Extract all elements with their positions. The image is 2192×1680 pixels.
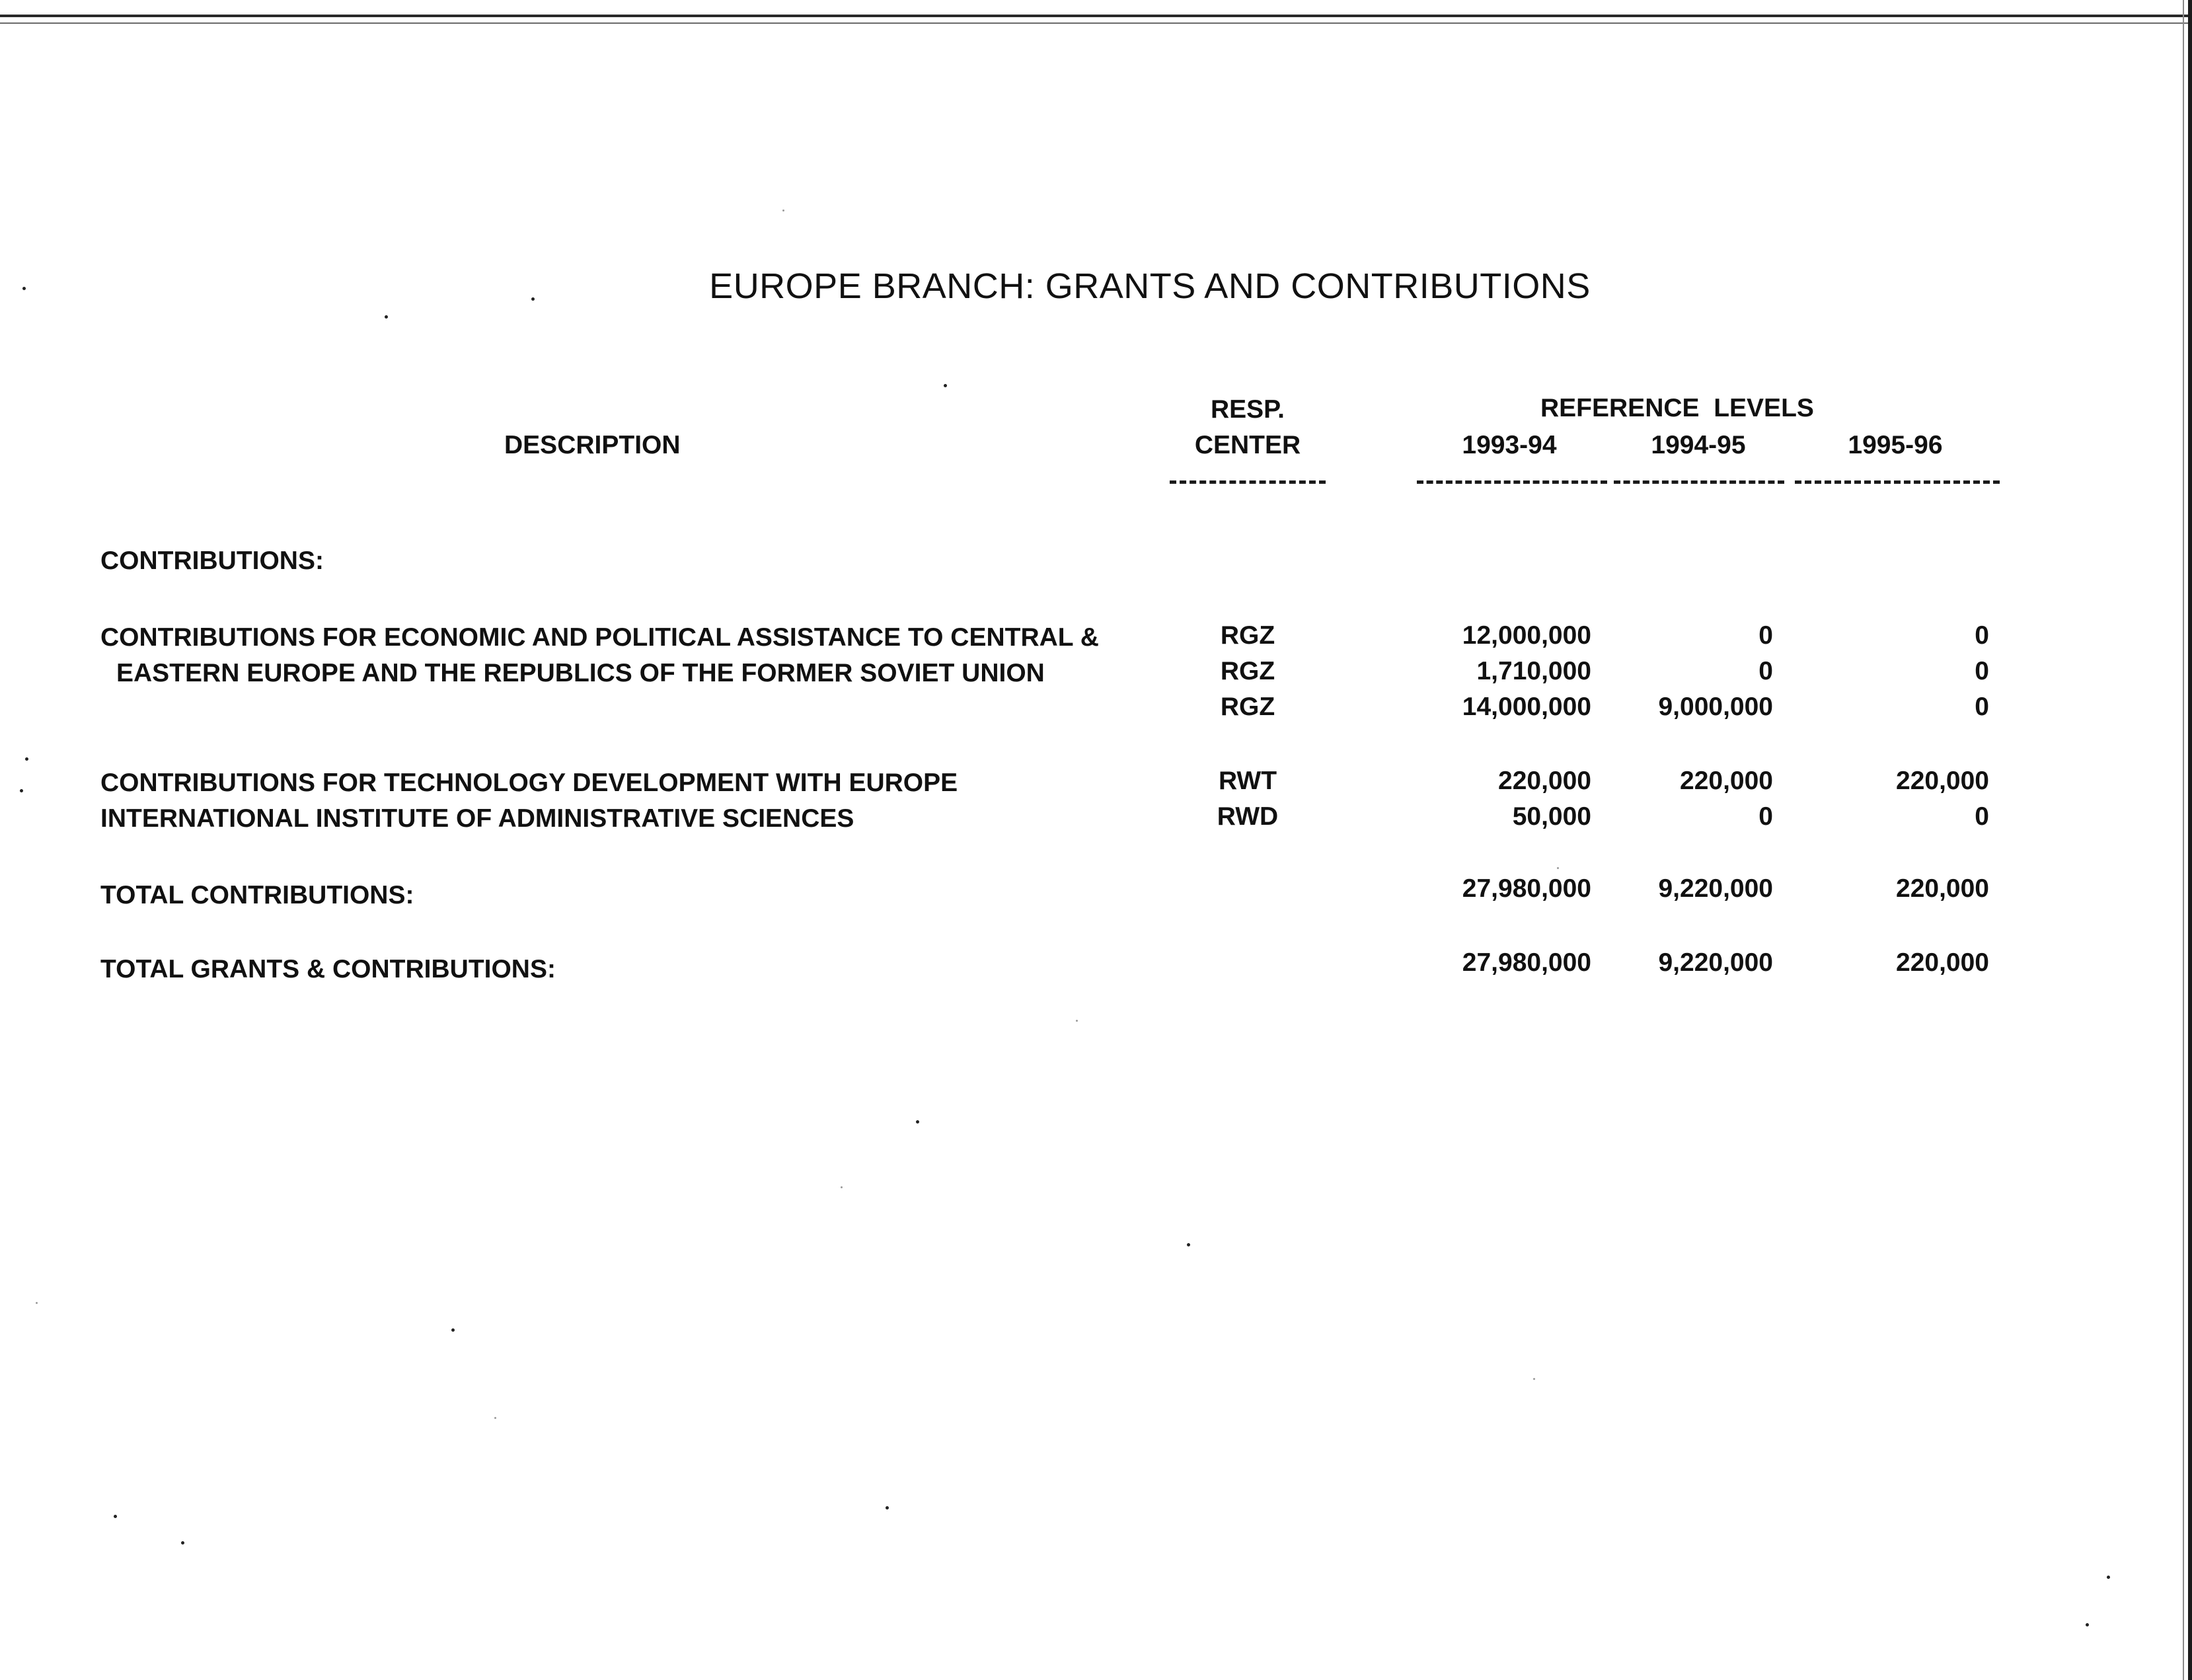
scan-speck (841, 1186, 843, 1188)
table-row-value-1995-96: 0 (1975, 802, 1989, 831)
total-grants-contributions-1994-95: 9,220,000 (1658, 948, 1773, 977)
total-contributions-1994-95: 9,220,000 (1658, 874, 1773, 903)
scan-speck (20, 789, 23, 792)
table-row-value-1994-95: 220,000 (1680, 767, 1773, 795)
table-row-resp: RGZ (1220, 693, 1275, 721)
page-title: EUROPE BRANCH: GRANTS AND CONTRIBUTIONS (709, 266, 1591, 306)
header-year-1993-94: 1993-94 (1462, 431, 1557, 459)
scan-speck (494, 1417, 496, 1419)
total-contributions-1993-94: 27,980,000 (1462, 874, 1591, 903)
table-row-resp: RGZ (1220, 621, 1275, 650)
scan-right-border-shadow (2183, 0, 2184, 1680)
header-resp-line1: RESP. (1210, 395, 1285, 424)
section-label-contributions: CONTRIBUTIONS: (100, 547, 324, 575)
scan-speck (181, 1541, 184, 1545)
total-contributions-1995-96: 220,000 (1896, 874, 1989, 903)
scan-speck (451, 1328, 455, 1332)
scan-speck (1557, 867, 1559, 869)
table-row-value-1995-96: 220,000 (1896, 767, 1989, 795)
header-resp-line2: CENTER (1194, 431, 1301, 459)
table-row-resp: RGZ (1220, 657, 1275, 685)
header-rule-1995-96 (1795, 480, 2000, 484)
total-grants-contributions-label: TOTAL GRANTS & CONTRIBUTIONS: (100, 955, 556, 983)
total-contributions-label: TOTAL CONTRIBUTIONS: (100, 881, 414, 909)
header-rule-1994-95 (1614, 480, 1784, 484)
table-row-value-1993-94: 12,000,000 (1462, 621, 1591, 650)
description-technology-development: CONTRIBUTIONS FOR TECHNOLOGY DEVELOPMENT WITH EUROPE (100, 769, 958, 797)
scan-speck (916, 1120, 919, 1124)
table-row-value-1994-95: 0 (1758, 802, 1773, 831)
table-row-value-1995-96: 0 (1975, 657, 1989, 685)
scan-speck (2086, 1623, 2089, 1626)
scan-speck (886, 1506, 889, 1509)
scan-speck (114, 1515, 117, 1518)
header-reference-levels: REFERENCE LEVELS (1540, 394, 1814, 422)
total-grants-contributions-1995-96: 220,000 (1896, 948, 1989, 977)
scan-speck (1533, 1378, 1535, 1380)
scan-speck (36, 1302, 38, 1304)
table-row-value-1993-94: 14,000,000 (1462, 693, 1591, 721)
description-iias: INTERNATIONAL INSTITUTE OF ADMINISTRATIVE SCIENCES (100, 804, 854, 833)
table-row-resp: RWT (1218, 767, 1277, 795)
scan-speck (1187, 1243, 1190, 1246)
scan-right-border (2188, 0, 2192, 1680)
scan-speck (944, 384, 947, 387)
header-description: DESCRIPTION (504, 431, 681, 459)
header-year-1995-96: 1995-96 (1848, 431, 1943, 459)
table-row-resp: RWD (1217, 802, 1279, 831)
header-rule-1993-94 (1417, 480, 1607, 484)
scan-top-border (0, 15, 2192, 17)
table-row-value-1995-96: 0 (1975, 693, 1989, 721)
table-row-value-1993-94: 1,710,000 (1476, 657, 1591, 685)
table-row-value-1995-96: 0 (1975, 621, 1989, 650)
table-row-value-1994-95: 0 (1758, 621, 1773, 650)
header-rule-resp (1170, 480, 1326, 484)
description-economic-assistance-line1: CONTRIBUTIONS FOR ECONOMIC AND POLITICAL ASSISTANCE TO CENTRAL & (100, 623, 1099, 652)
scan-speck (2107, 1576, 2110, 1579)
header-year-1994-95: 1994-95 (1651, 431, 1746, 459)
total-grants-contributions-1993-94: 27,980,000 (1462, 948, 1591, 977)
table-row-value-1993-94: 220,000 (1498, 767, 1591, 795)
scan-speck (782, 210, 784, 211)
table-row-value-1994-95: 9,000,000 (1658, 693, 1773, 721)
scan-speck (385, 315, 388, 319)
scan-speck (1076, 1020, 1078, 1022)
scan-top-border-shadow (0, 22, 2192, 24)
table-row-value-1994-95: 0 (1758, 657, 1773, 685)
table-row-value-1993-94: 50,000 (1512, 802, 1591, 831)
description-economic-assistance-line2: EASTERN EUROPE AND THE REPUBLICS OF THE FORMER SOVIET UNION (116, 659, 1045, 687)
scan-speck (25, 757, 28, 761)
